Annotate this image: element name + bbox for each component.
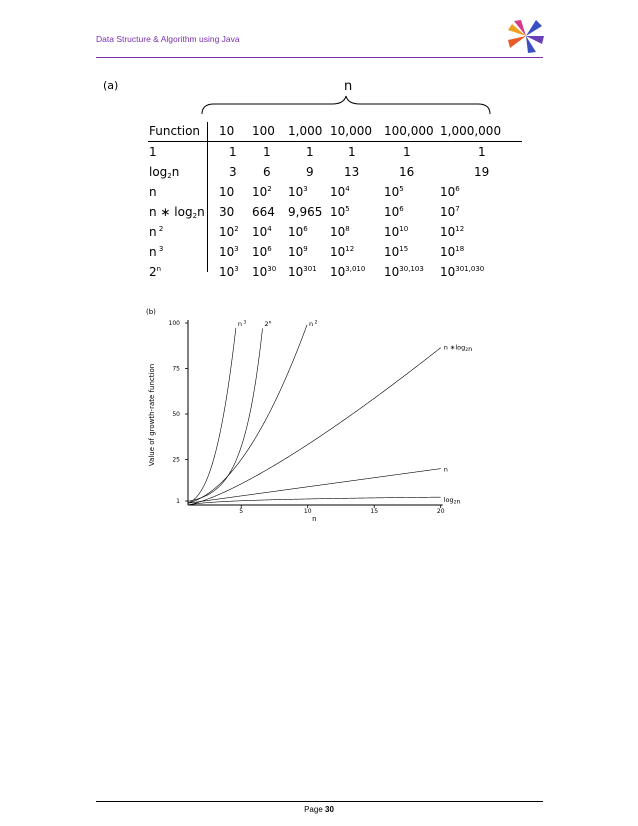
y-tick-label: 100 (168, 320, 180, 327)
table-cell: 10$^{30,103}$ (384, 265, 424, 279)
table-cell: $10^5$ (330, 205, 350, 219)
series-label-square: n $^2$ (309, 320, 318, 328)
table-cell: $10^{12}$ (330, 245, 355, 259)
table-cell: $10^8$ (330, 225, 350, 239)
table-cell: 30 (219, 205, 235, 219)
table-cell: $10^2$ (252, 185, 272, 199)
table-row-function: 2$^n$ (149, 265, 162, 279)
series-label-linear: n (443, 465, 448, 474)
table-cell: 9 (306, 165, 314, 179)
table-cell: 19 (474, 165, 490, 179)
table-cell: 13 (344, 165, 360, 179)
table-cell: $10^9$ (288, 245, 308, 259)
table-cell: $10^{30}$ (252, 265, 277, 279)
curly-brace-icon (200, 94, 492, 116)
y-tick-label: 1 (176, 498, 180, 505)
series-label-cube: n $^3$ (237, 320, 247, 328)
table-cell: 6 (263, 165, 271, 179)
y-tick-label: 25 (172, 456, 180, 464)
table-row-function: n ∗ $\log_2n$ (149, 205, 205, 220)
table-cell: $10^2$ (219, 225, 239, 239)
table-cell: $10^7$ (440, 205, 460, 219)
part-a-label: (a) (103, 79, 119, 92)
panel-label: (b) (146, 308, 156, 316)
table-cell: 664 (252, 205, 275, 219)
table-cell: 1 (348, 145, 356, 159)
growth-rate-graph (140, 306, 540, 534)
table-cell: 10$^{3,010}$ (330, 265, 366, 279)
table-cell: $10^4$ (330, 185, 350, 199)
table-column-rule (207, 122, 208, 272)
table-cell: 9,965 (288, 205, 323, 219)
x-axis-label: n (312, 515, 317, 523)
y-tick-label: 75 (172, 365, 180, 373)
table-cell: 1 (478, 145, 486, 159)
table-cell: 10 (219, 185, 235, 199)
table-cell: 1 (263, 145, 271, 159)
series-line-linear (188, 469, 441, 504)
table-header-col-4: 10,000 (330, 124, 372, 138)
table-cell: 3 (229, 165, 237, 179)
table-row-function: 1 (149, 145, 157, 159)
table-cell: $10^{12}$ (440, 225, 465, 239)
x-tick-label: 15 (370, 508, 379, 515)
table-header-rule (148, 141, 522, 142)
page-number-value: 30 (325, 805, 334, 814)
table-header-function: Function (149, 124, 201, 138)
table-row-function: n $^3$ (149, 245, 164, 259)
series-line-nlogn (188, 348, 441, 505)
series-label-exp2: 2$^n$ (264, 320, 272, 328)
table-cell: 16 (399, 165, 415, 179)
series-line-cube (188, 328, 236, 503)
header-rule (96, 57, 543, 58)
table-cell: 1 (229, 145, 237, 159)
table-cell: 1 (403, 145, 411, 159)
table-cell: 10$^{301,030}$ (440, 265, 485, 279)
table-cell: $10^{10}$ (384, 225, 409, 239)
table-header-col-6: 1,000,000 (440, 124, 502, 138)
table-cell: 1 (306, 145, 314, 159)
table-cell: $10^6$ (384, 205, 404, 219)
table-row-function: $\log_2n$ (149, 165, 180, 180)
header-title: Data Structure & Algorithm using Java (96, 34, 240, 44)
table-row-function: n (149, 185, 157, 199)
x-tick-label: 5 (239, 508, 244, 515)
table-cell: $10^5$ (384, 185, 404, 199)
y-tick-label: 50 (172, 411, 180, 418)
table-cell: $10^6$ (252, 245, 272, 259)
x-tick-label: 10 (303, 508, 312, 515)
table-row-function: n $^2$ (149, 225, 164, 239)
footer-rule (96, 801, 543, 802)
series-label-log2: $\log_2n$ (443, 496, 461, 506)
table-cell: $10^4$ (252, 225, 272, 239)
table-cell: $10^3$ (219, 245, 239, 259)
series-line-exp2 (188, 328, 262, 501)
series-line-square (188, 325, 307, 503)
table-header-col-1: 10 (219, 124, 235, 138)
page-number (0, 805, 638, 814)
brace-label: n (344, 79, 353, 94)
series-label-nlogn: n $∗\log_2n$ (443, 343, 473, 354)
table-header-col-3: 1,000 (288, 124, 323, 138)
table-cell: $10^6$ (440, 185, 460, 199)
y-axis-label: Value of growth-rate function (148, 363, 156, 467)
page-label: Page (304, 805, 323, 814)
table-cell: $10^{301}$ (288, 265, 317, 279)
table-cell: $10^{15}$ (384, 245, 409, 259)
table-cell: $10^6$ (288, 225, 308, 239)
series-line-log2 (188, 497, 441, 505)
table-header-col-2: 100 (252, 124, 275, 138)
table-cell: $10^3$ (219, 265, 239, 279)
table-header-col-5: 100,000 (384, 124, 434, 138)
x-tick-label: 20 (436, 508, 445, 515)
pinwheel-logo-icon (506, 17, 546, 55)
table-cell: $10^3$ (288, 185, 308, 199)
table-cell: $10^{18}$ (440, 245, 465, 259)
